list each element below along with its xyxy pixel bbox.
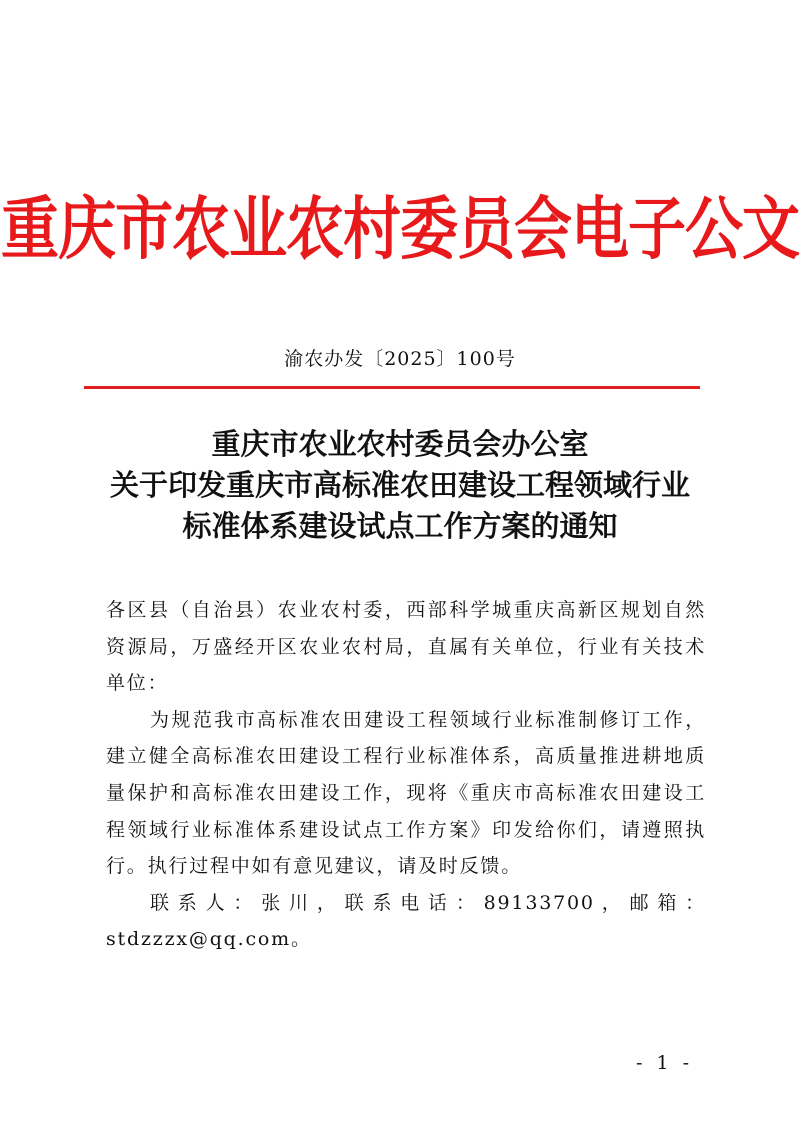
title-line-2: 关于印发重庆市高标准农田建设工程领域行业: [109, 468, 690, 502]
main-paragraph: 为规范我市高标准农田建设工程领域行业标准制修订工作，建立健全高标准农田建设工程行业标准体系，高质量推进耕地质量保护和高标准农田建设工作，现将《重庆市高标准农田建设工程领域行业标准体系建设试点工作方案》印发给你们，请遵照执行。执行过程中如有意见建议，请及时反馈。: [106, 708, 706, 878]
title-line-3: 标准体系建设试点工作方案的通知: [182, 509, 618, 543]
document-title: [60, 424, 740, 547]
red-divider-rule: [84, 386, 700, 389]
addressee-paragraph: 各区县（自治县）农业农村委，西部科学城重庆高新区规划自然资源局，万盛经开区农业农村局，直属有关单位，行业有关技术单位：: [106, 599, 706, 695]
title-line-1: 重庆市农业农村委员会办公室: [211, 427, 589, 461]
document-body: [106, 592, 706, 958]
document-masthead: 重庆市农业农村委员会电子公文: [0, 188, 799, 270]
page-number: - 1 -: [636, 1052, 694, 1074]
contact-paragraph: 联系人：张川，联系电话：89133700，邮箱：stdzzzx@qq.com。: [106, 891, 706, 951]
document-number: 渝农办发〔2025〕100号: [284, 348, 516, 370]
